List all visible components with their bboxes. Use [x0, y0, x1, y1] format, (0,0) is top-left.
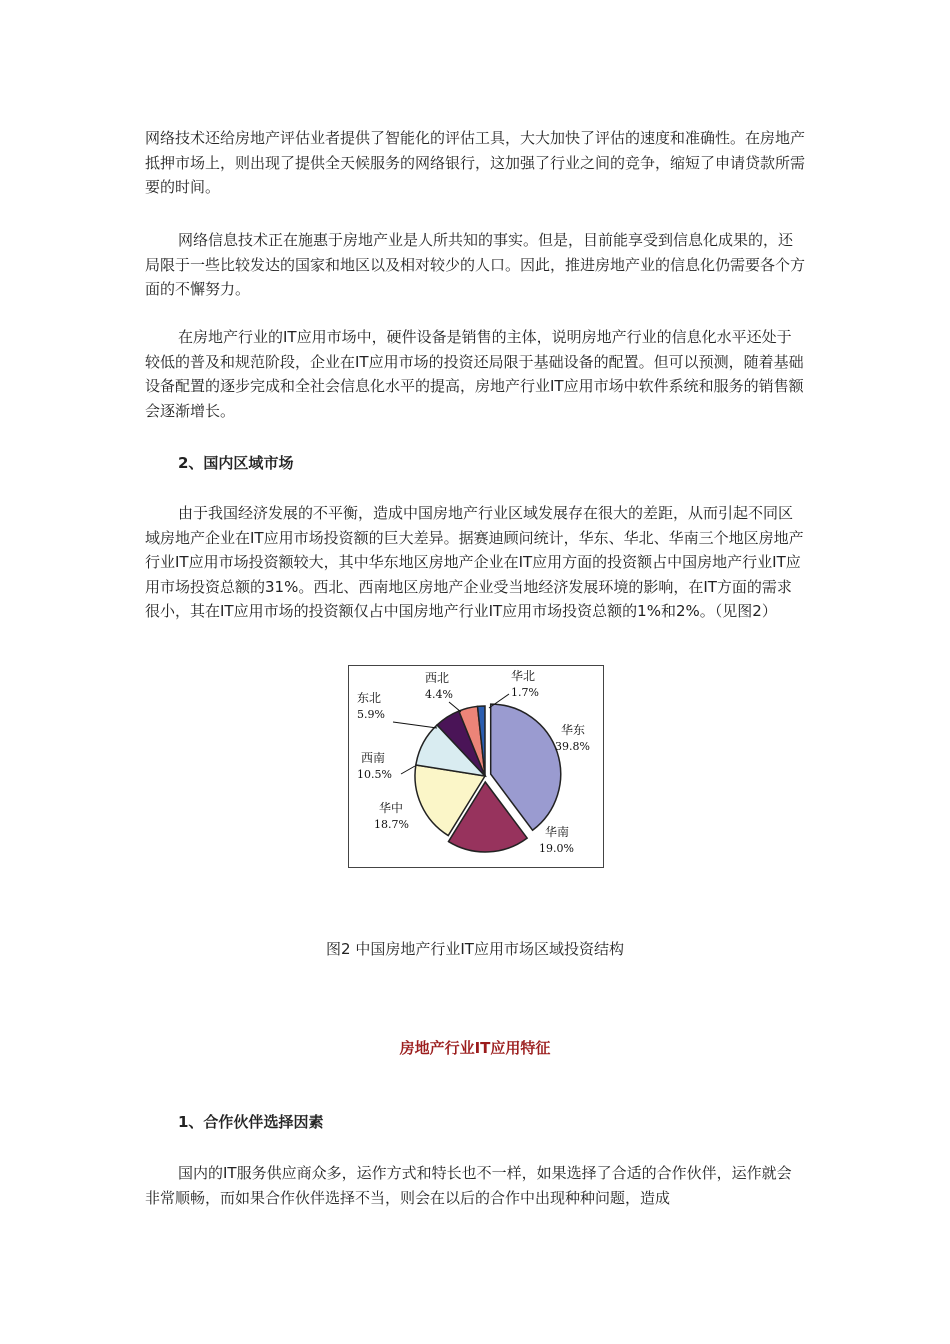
leader-line-0 — [393, 722, 437, 728]
figure-caption: 图2 中国房地产行业IT应用市场区域投资结构 — [326, 940, 624, 958]
slice-percent-2: 18.7% — [374, 818, 409, 831]
slice-percent-1: 19.0% — [539, 842, 574, 855]
heading-domestic-regional-market: 2、国内区域市场 — [178, 454, 294, 472]
section-title: 房地产行业IT应用特征 — [399, 1039, 551, 1057]
slice-label-3: 西南 — [361, 751, 386, 765]
slice-label-4: 东北 — [357, 691, 382, 705]
slice-label-6: 华北 — [511, 669, 536, 683]
leader-line-3 — [401, 766, 415, 774]
paragraph-it-providers: 国内的IT服务供应商众多，运作方式和特长也不一样，如果选择了合适的合作伙伴，运作就会非常顺畅，而如果合作伙伴选择不当，则会在以后的合作中出现种种问题，造成 — [145, 1164, 792, 1207]
slice-percent-4: 5.9% — [357, 708, 385, 721]
slice-percent-3: 10.5% — [357, 768, 392, 781]
paragraph-regional-difference: 由于我国经济发展的不平衡，造成中国房地产行业区域发展存在很大的差距，从而引起不同区域房地产企业在IT应用市场投资额的巨大差异。据赛迪顾问统计，华东、华北、华南三个地区房地产行业IT应用市场投资额较大，其中华东地区房地产企业在IT应用方面的投资额占中国房地产行业IT应用市场投资总额的31%。西北、西南地区房地产企业受当地经济发展环境的影响，在IT方面的需求很小，其在IT应用市场的投资额仅占中国房地产行业IT应用市场投资总额的1%和2%。（见图2） — [145, 504, 804, 620]
paragraph-network-tools: 网络技术还给房地产评估业者提供了智能化的评估工具，大大加快了评估的速度和准确性。在房地产抵押市场上，则出现了提供全天候服务的网络银行，这加强了行业之间的竞争，缩短了申请贷款所需要的时间。 — [145, 129, 806, 196]
paragraph-it-market: 在房地产行业的IT应用市场中，硬件设备是销售的主体，说明房地产行业的信息化水平还处于较低的普及和规范阶段，企业在IT应用市场的投资还局限于基础设备的配置。但可以预测，随着基础设备配置的逐步完成和全社会信息化水平的提高，房地产行业IT应用市场中软件系统和服务的销售额会逐渐增长。 — [145, 328, 804, 420]
leader-line-1 — [449, 702, 461, 712]
paragraph-info-tech: 网络信息技术正在施惠于房地产业是人所共知的事实。但是，目前能享受到信息化成果的，还局限于一些比较发达的国家和地区以及相对较少的人口。因此，推进房地产业的信息化仍需要各个方面的不懈努力。 — [145, 231, 806, 298]
slice-percent-5: 4.4% — [425, 688, 453, 701]
slice-percent-6: 1.7% — [511, 686, 539, 699]
pie-chart — [348, 665, 604, 868]
pie-chart-svg — [349, 666, 603, 867]
slice-label-2: 华中 — [379, 801, 404, 815]
slice-label-0: 华东 — [561, 723, 586, 737]
slice-label-5: 西北 — [425, 671, 450, 685]
slice-label-1: 华南 — [545, 825, 570, 839]
slice-percent-0: 39.8% — [555, 740, 590, 753]
heading-partner-selection: 1、合作伙伴选择因素 — [178, 1113, 324, 1131]
